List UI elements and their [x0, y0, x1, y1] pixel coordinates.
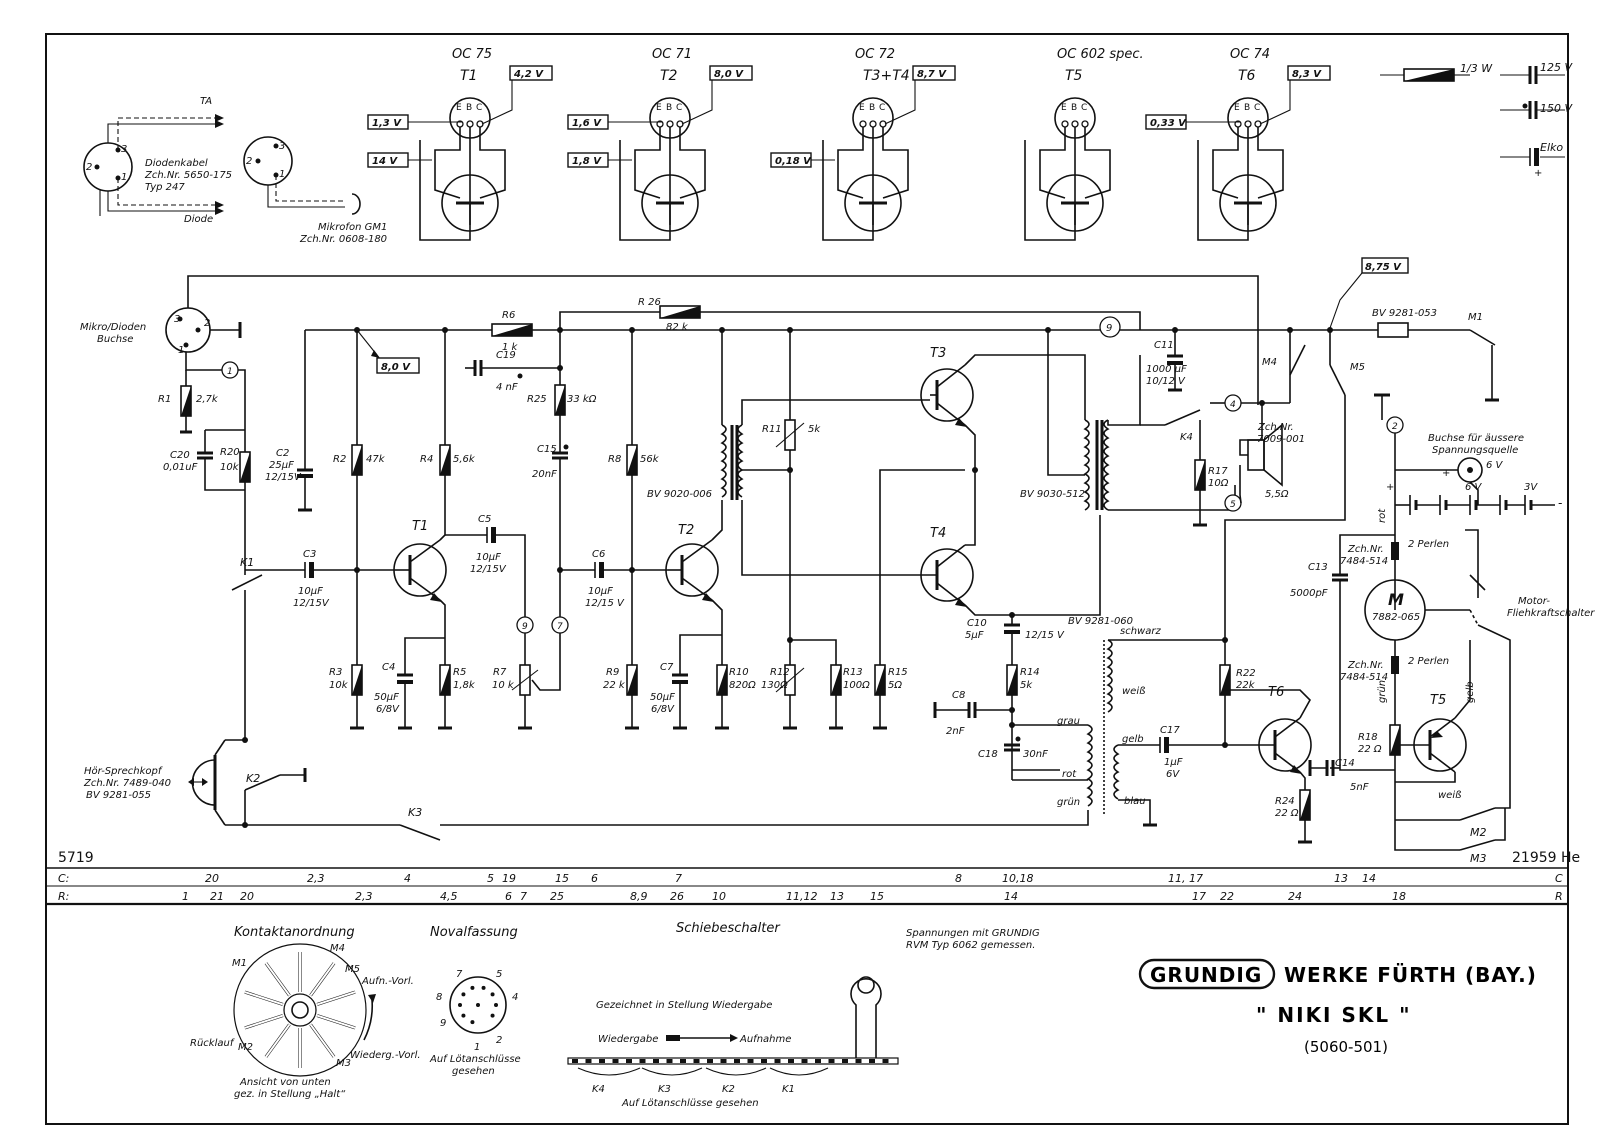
ta-label: TA: [200, 96, 213, 107]
ruler-r-value: 2,3: [355, 890, 373, 903]
svg-text:1 k: 1 k: [502, 342, 518, 353]
ext-socket-label-1: Buchse für äussere: [1428, 433, 1525, 444]
svg-text:E: E: [656, 103, 662, 113]
svg-text:2nF: 2nF: [946, 726, 965, 737]
pinout-label: T2: [660, 68, 678, 84]
svg-text:5,6k: 5,6k: [453, 454, 475, 465]
svg-text:R11: R11: [762, 424, 782, 435]
svg-text:2 Perlen: 2 Perlen: [1408, 539, 1450, 550]
svg-text:C: C: [676, 103, 683, 113]
ruler-r-value: 7: [520, 890, 527, 903]
svg-text:8: 8: [436, 992, 443, 1003]
legend-cap-125: 125 V: [1540, 61, 1573, 74]
symbol-legend: [1380, 61, 1573, 179]
svg-text:3: 3: [174, 314, 181, 325]
svg-text:33 kΩ: 33 kΩ: [567, 394, 597, 405]
svg-text:K3: K3: [408, 806, 423, 819]
svg-text:C3: C3: [303, 549, 317, 560]
svg-text:R5: R5: [453, 667, 467, 678]
svg-text:B: B: [466, 103, 473, 113]
svg-text:M5: M5: [1350, 362, 1365, 373]
svg-text:C: C: [1081, 103, 1088, 113]
svg-text:Schiebeschalter: Schiebeschalter: [676, 921, 780, 936]
svg-text:C2: C2: [276, 448, 290, 459]
svg-text:R3: R3: [329, 667, 343, 678]
ruler-r-value: 22: [1220, 890, 1234, 903]
svg-text:1000 µF: 1000 µF: [1146, 364, 1187, 375]
svg-text:12/15V: 12/15V: [470, 564, 506, 575]
collector-voltage: 8,3 V: [1292, 69, 1321, 80]
svg-text:5k: 5k: [1020, 680, 1033, 691]
svg-text:rot: rot: [1377, 508, 1388, 523]
voltage-note-2: RVM Typ 6062 gemessen.: [906, 940, 1036, 951]
svg-text:Aufn.-Vorl.: Aufn.-Vorl.: [362, 976, 414, 987]
base-voltage: 0,33 V: [1150, 118, 1186, 129]
svg-text:K4: K4: [1180, 432, 1193, 443]
svg-text:M1: M1: [232, 958, 247, 969]
svg-text:6 V: 6 V: [1486, 460, 1503, 471]
svg-text:R6: R6: [502, 310, 516, 321]
svg-text:20nF: 20nF: [532, 469, 557, 480]
pinout-label: T6: [1238, 68, 1256, 84]
svg-text:R18: R18: [1358, 732, 1378, 743]
ruler-r-value: 24: [1288, 890, 1302, 903]
svg-text:M2: M2: [238, 1042, 253, 1053]
pinout-label: T5: [1065, 68, 1083, 84]
svg-text:1µF: 1µF: [1164, 757, 1183, 768]
svg-text:5000pF: 5000pF: [1290, 588, 1328, 599]
svg-text:4: 4: [1230, 400, 1236, 410]
ruler-r-value: 25: [550, 890, 564, 903]
svg-text:R 26: R 26: [638, 297, 661, 308]
svg-text:Motor-: Motor-: [1518, 596, 1550, 607]
head-label-1: Hör-Sprechkopf: [84, 766, 162, 777]
pinout-type: OC 75: [452, 47, 492, 62]
svg-text:K4: K4: [592, 1084, 605, 1095]
svg-text:50µF: 50µF: [650, 692, 675, 703]
pinout-4: [1025, 47, 1144, 240]
svg-text:grau: grau: [1057, 716, 1080, 727]
svg-text:10µF: 10µF: [476, 552, 501, 563]
pinout-type: OC 74: [1230, 47, 1270, 62]
ext-socket-label-2: Spannungsquelle: [1432, 445, 1519, 456]
svg-text:Auf Lötanschlüsse: Auf Lötanschlüsse: [430, 1054, 521, 1065]
model-name: " NIKI SKL ": [1256, 1003, 1412, 1027]
svg-text:7484-514: 7484-514: [1340, 672, 1389, 683]
svg-text:R: R: [1555, 890, 1563, 903]
svg-text:5,5Ω: 5,5Ω: [1265, 489, 1289, 500]
ruler-c-value: 7: [675, 872, 682, 885]
svg-text:22 Ω: 22 Ω: [1358, 744, 1382, 755]
svg-text:0,01uF: 0,01uF: [163, 462, 198, 473]
svg-text:2: 2: [246, 156, 253, 167]
head-label-2: Zch.Nr. 7489-040: [84, 778, 172, 789]
svg-text:C6: C6: [592, 549, 606, 560]
ruler-c-value: 2,3: [307, 872, 325, 885]
svg-text:R24: R24: [1275, 796, 1295, 807]
ruler-c-value: 13: [1334, 872, 1348, 885]
pinout-type: OC 72: [855, 47, 895, 62]
ruler-r-value: 6: [505, 890, 512, 903]
svg-text:grün: grün: [1377, 679, 1388, 703]
base-voltage: 1,3 V: [372, 118, 401, 129]
title-block: [1140, 960, 1537, 1056]
svg-text:schwarz: schwarz: [1120, 626, 1161, 637]
svg-text:C: C: [1555, 872, 1563, 885]
transistor-pinouts: [368, 47, 1330, 240]
svg-text:K3: K3: [658, 1084, 671, 1095]
svg-text:R12: R12: [770, 667, 790, 678]
svg-text:C19: C19: [496, 350, 516, 361]
svg-text:2: 2: [496, 1035, 503, 1046]
svg-text:R7: R7: [493, 667, 507, 678]
svg-text:Wiedergabe: Wiedergabe: [598, 1034, 659, 1045]
svg-text:3V: 3V: [1524, 482, 1538, 493]
r1-value: 2,7k: [196, 394, 218, 405]
diode-cable-typ: Typ 247: [145, 182, 185, 193]
svg-text:C5: C5: [478, 514, 492, 525]
svg-text:Aufnahme: Aufnahme: [740, 1034, 792, 1045]
pinout-type: OC 602 spec.: [1057, 47, 1144, 62]
mikrofon-zch: Zch.Nr. 0608-180: [300, 234, 388, 245]
svg-text:R4: R4: [420, 454, 434, 465]
svg-text:10µF: 10µF: [298, 586, 323, 597]
t4-label: T4: [930, 526, 947, 541]
svg-text:C11: C11: [1154, 340, 1174, 351]
socket-label-1: Mikro/Dioden: [80, 322, 147, 333]
svg-text:5k: 5k: [808, 424, 821, 435]
ruler-c-value: 11, 17: [1168, 872, 1203, 885]
svg-text:6 V: 6 V: [1465, 482, 1482, 493]
svg-text:56k: 56k: [640, 454, 659, 465]
svg-text:5µF: 5µF: [965, 630, 984, 641]
driver-transformer-label: BV 9020-006: [647, 489, 713, 500]
svg-text:C: C: [879, 103, 886, 113]
svg-text:10µF: 10µF: [588, 586, 613, 597]
emitter-voltage: 14 V: [372, 156, 398, 167]
svg-text:Zch.Nr.: Zch.Nr.: [1348, 544, 1384, 555]
voltage-note-1: Spannungen mit GRUNDIG: [906, 928, 1040, 939]
ruler-r-value: 20: [240, 890, 254, 903]
svg-text:E: E: [456, 103, 462, 113]
svg-text:12/15 V: 12/15 V: [585, 598, 624, 609]
svg-text:5: 5: [1230, 500, 1236, 510]
motor-label: M: [1388, 590, 1404, 609]
svg-text:30nF: 30nF: [1023, 749, 1048, 760]
ruler-c-value: 4: [404, 872, 411, 885]
t1-label: T1: [412, 519, 429, 534]
ruler-r-value: 21: [210, 890, 224, 903]
svg-text:C14: C14: [1335, 758, 1355, 769]
ruler-r-value: 8,9: [630, 890, 648, 903]
svg-text:C13: C13: [1308, 562, 1328, 573]
svg-text:weiß: weiß: [1122, 686, 1146, 697]
t2-label: T2: [678, 523, 695, 538]
socket-label-2: Buchse: [97, 334, 134, 345]
collector-voltage: 4,2 V: [514, 69, 543, 80]
svg-text:2: 2: [1392, 422, 1398, 432]
svg-text:B: B: [1244, 103, 1251, 113]
base-voltage: 1,6 V: [572, 118, 601, 129]
corner-left: 5719: [58, 850, 94, 866]
svg-text:10k: 10k: [220, 462, 239, 473]
svg-text:K2: K2: [246, 772, 261, 785]
pinout-type: OC 71: [652, 47, 692, 62]
corner-right: 21959 He: [1512, 850, 1581, 866]
svg-text:1: 1: [178, 345, 185, 356]
svg-text:M4: M4: [330, 943, 345, 954]
novalfassung: [429, 925, 521, 1077]
ruler-r-value: 13: [830, 890, 844, 903]
svg-text:C17: C17: [1160, 725, 1180, 736]
svg-text:gez. in Stellung „Halt“: gez. in Stellung „Halt“: [234, 1089, 346, 1100]
head-label-3: BV 9281-055: [86, 790, 152, 801]
diode-cable-zch: Zch.Nr. 5650-175: [145, 170, 233, 181]
main-circuit: [80, 258, 1595, 865]
svg-text:C7: C7: [660, 662, 674, 673]
svg-text:gesehen: gesehen: [452, 1066, 495, 1077]
microphone-plug-diagram: [244, 137, 387, 245]
pinout-3: [771, 47, 955, 240]
reference-ruler: [58, 872, 1563, 903]
svg-text:E: E: [1234, 103, 1240, 113]
r1-label: R1: [158, 394, 172, 405]
ruler-c-value: 20: [205, 872, 219, 885]
svg-text:M1: M1: [1468, 312, 1483, 323]
svg-text:B: B: [1071, 103, 1078, 113]
emitter-voltage: 1,8 V: [572, 156, 601, 167]
svg-text:7484-514: 7484-514: [1340, 556, 1389, 567]
svg-text:12/15V: 12/15V: [293, 598, 329, 609]
svg-text:C4: C4: [382, 662, 396, 673]
svg-text:50µF: 50µF: [374, 692, 399, 703]
svg-text:Kontaktanordnung: Kontaktanordnung: [234, 925, 355, 940]
ruler-c-value: 8: [955, 872, 962, 885]
svg-text:R20: R20: [220, 447, 240, 458]
diode-cable-title: Diodenkabel: [145, 158, 208, 169]
svg-text:R:: R:: [58, 890, 70, 903]
svg-text:1: 1: [279, 169, 286, 180]
svg-text:B: B: [869, 103, 876, 113]
ruler-r-value: 15: [870, 890, 884, 903]
svg-text:Zch.Nr.: Zch.Nr.: [1258, 422, 1294, 433]
svg-text:7009-001: 7009-001: [1257, 434, 1306, 445]
collector-voltage: 8,0 V: [714, 69, 743, 80]
svg-text:9: 9: [522, 622, 528, 632]
svg-text:10 k: 10 k: [492, 680, 514, 691]
ruler-c-value: 14: [1362, 872, 1376, 885]
svg-text:1: 1: [227, 367, 233, 377]
t6-label: T6: [1268, 685, 1285, 700]
svg-text:5nF: 5nF: [1350, 782, 1369, 793]
svg-text:6/8V: 6/8V: [651, 704, 674, 715]
kontaktanordnung: [190, 925, 421, 1100]
ruler-r-value: 1: [182, 890, 189, 903]
svg-text:22 Ω: 22 Ω: [1275, 808, 1299, 819]
svg-text:9: 9: [440, 1018, 447, 1029]
ruler-r-value: 18: [1392, 890, 1406, 903]
mikrofon-title: Mikrofon GM1: [318, 222, 388, 233]
svg-text:M5: M5: [345, 964, 360, 975]
svg-text:R14: R14: [1020, 667, 1040, 678]
svg-text:C10: C10: [967, 618, 987, 629]
svg-text:Auf Lötanschlüsse gesehen: Auf Lötanschlüsse gesehen: [622, 1098, 759, 1109]
svg-text:R25: R25: [527, 394, 547, 405]
node-9: 9: [1106, 323, 1113, 334]
svg-text:R2: R2: [333, 454, 347, 465]
svg-text:4: 4: [512, 992, 519, 1003]
svg-text:12/15 V: 12/15 V: [1025, 630, 1064, 641]
svg-text:Zch.Nr.: Zch.Nr.: [1348, 660, 1384, 671]
svg-text:Ansicht von unten: Ansicht von unten: [240, 1077, 331, 1088]
svg-text:7: 7: [557, 622, 563, 632]
diode-pin-3: 3: [121, 144, 128, 155]
emitter-voltage: 0,18 V: [775, 156, 811, 167]
svg-text:10/12 V: 10/12 V: [1146, 376, 1185, 387]
svg-text:820Ω: 820Ω: [729, 680, 756, 691]
model-number: (5060-501): [1304, 1038, 1388, 1056]
svg-text:7: 7: [456, 969, 463, 980]
ruler-r-value: 14: [1004, 890, 1018, 903]
svg-text:6/8V: 6/8V: [376, 704, 399, 715]
diode-label: Diode: [184, 214, 214, 225]
t3-label: T3: [930, 346, 947, 361]
svg-text:-: -: [1558, 496, 1563, 510]
svg-text:100Ω: 100Ω: [843, 680, 870, 691]
svg-text:+: +: [1442, 468, 1451, 479]
svg-text:5Ω: 5Ω: [888, 680, 903, 691]
pinout-label: T1: [460, 68, 478, 84]
svg-text:B: B: [666, 103, 673, 113]
svg-text:7882-065: 7882-065: [1372, 612, 1421, 623]
svg-text:Fliehkraftschalter: Fliehkraftschalter: [1507, 608, 1595, 619]
pinout-label: T3+T4: [863, 68, 910, 84]
svg-text:Wiederg.-Vorl.: Wiederg.-Vorl.: [350, 1050, 421, 1061]
svg-text:R15: R15: [888, 667, 908, 678]
svg-text:1,8k: 1,8k: [453, 680, 475, 691]
svg-text:82 k: 82 k: [666, 322, 688, 333]
svg-text:R10: R10: [729, 667, 749, 678]
svg-text:6V: 6V: [1166, 769, 1180, 780]
svg-text:C15: C15: [537, 444, 557, 455]
svg-text:5: 5: [496, 969, 503, 980]
ruler-r-value: 11,12: [786, 890, 818, 903]
pinout-1: [368, 47, 552, 240]
svg-text:K1: K1: [782, 1084, 795, 1095]
svg-text:130Ω: 130Ω: [761, 680, 788, 691]
ruler-r-value: 26: [670, 890, 684, 903]
svg-text:R13: R13: [843, 667, 863, 678]
svg-text:4 nF: 4 nF: [496, 382, 518, 393]
pinout-5: [1146, 47, 1330, 240]
pinout-2: [568, 47, 752, 240]
werke-fuerth: WERKE FÜRTH (BAY.): [1284, 963, 1537, 987]
legend-elko: Elko: [1540, 141, 1564, 154]
svg-text:Novalfassung: Novalfassung: [430, 925, 518, 940]
legend-cap-150: 150 V: [1540, 102, 1573, 115]
svg-text:grün: grün: [1057, 797, 1081, 808]
svg-text:22 k: 22 k: [603, 680, 625, 691]
svg-text:C:: C:: [58, 872, 70, 885]
ruler-c-value: 15: [555, 872, 569, 885]
svg-text:3: 3: [279, 141, 286, 152]
svg-text:gelb: gelb: [1122, 734, 1144, 745]
svg-text:+: +: [1534, 168, 1543, 179]
svg-text:47k: 47k: [366, 454, 385, 465]
svg-text:C18: C18: [978, 749, 998, 760]
svg-text:22k: 22k: [1236, 680, 1255, 691]
t3-transistor: [921, 369, 973, 421]
svg-text:1: 1: [474, 1042, 481, 1053]
svg-text:C8: C8: [952, 690, 966, 701]
svg-text:weiß: weiß: [1438, 790, 1462, 801]
svg-text:R22: R22: [1236, 668, 1256, 679]
legend-resistor: 1/3 W: [1460, 62, 1493, 75]
svg-text:10k: 10k: [329, 680, 348, 691]
ruler-r-value: 4,5: [440, 890, 458, 903]
schiebeschalter: [568, 921, 898, 1109]
svg-text:10Ω: 10Ω: [1208, 478, 1229, 489]
svg-text:M3: M3: [336, 1058, 351, 1069]
svg-text:blau: blau: [1124, 796, 1146, 807]
svg-text:E: E: [1061, 103, 1067, 113]
svg-text:25µF: 25µF: [269, 460, 294, 471]
svg-text:C: C: [1254, 103, 1261, 113]
svg-text:2: 2: [204, 318, 211, 329]
svg-text:BV 9281-060: BV 9281-060: [1068, 616, 1134, 627]
svg-text:+: +: [1386, 482, 1395, 493]
svg-text:2 Perlen: 2 Perlen: [1408, 656, 1450, 667]
v-8-0-box: 8,0 V: [381, 362, 410, 373]
collector-voltage: 8,7 V: [917, 69, 946, 80]
diode-cable-diagram: [84, 96, 232, 225]
svg-text:R9: R9: [606, 667, 620, 678]
svg-text:E: E: [859, 103, 865, 113]
svg-text:C: C: [476, 103, 483, 113]
svg-text:rot: rot: [1062, 769, 1077, 780]
diode-pin-2: 2: [86, 162, 93, 173]
svg-text:K1: K1: [240, 556, 255, 569]
ruler-c-value: 5: [487, 872, 494, 885]
svg-text:R8: R8: [608, 454, 622, 465]
diode-pin-1: 1: [121, 172, 128, 183]
svg-text:K2: K2: [722, 1084, 735, 1095]
svg-text:gelb: gelb: [1465, 681, 1476, 703]
ruler-c-value: 6: [591, 872, 598, 885]
ruler-r-value: 17: [1192, 890, 1206, 903]
svg-text:Rücklauf: Rücklauf: [190, 1038, 234, 1049]
svg-text:Gezeichnet in Stellung Wieder: Gezeichnet in Stellung Wiedergabe: [596, 1000, 773, 1011]
ruler-r-value: 10: [712, 890, 726, 903]
svg-text:C20: C20: [170, 450, 190, 461]
output-transformer-label: BV 9030-512: [1020, 489, 1086, 500]
t5-label: T5: [1430, 693, 1447, 708]
v-8-75-box: 8,75 V: [1365, 262, 1401, 273]
ruler-c-value: 19: [502, 872, 516, 885]
brand-grundig: GRUNDIG: [1150, 963, 1263, 987]
svg-text:12/15V: 12/15V: [265, 472, 301, 483]
svg-text:M2: M2: [1470, 826, 1487, 839]
ruler-c-value: 10,18: [1002, 872, 1034, 885]
svg-text:M4: M4: [1262, 357, 1277, 368]
bv-9281-053: BV 9281-053: [1372, 308, 1438, 319]
svg-text:R17: R17: [1208, 466, 1228, 477]
svg-text:M3: M3: [1470, 852, 1487, 865]
